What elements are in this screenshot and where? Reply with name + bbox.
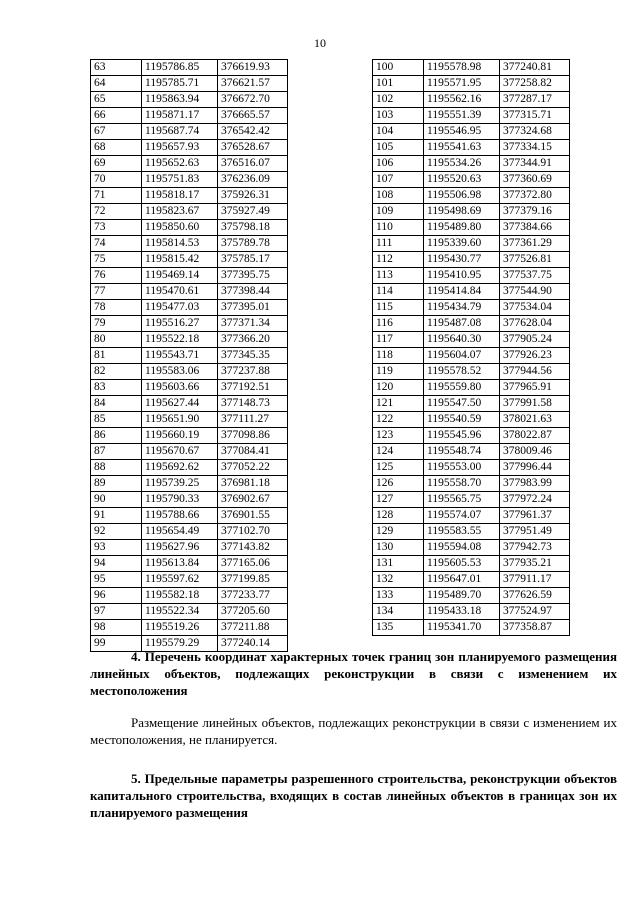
point-number-cell: 122: [373, 412, 424, 428]
point-number-cell: 129: [373, 524, 424, 540]
point-number-cell: 93: [91, 540, 142, 556]
x-coordinate-cell: 1195579.29: [142, 636, 218, 652]
y-coordinate-cell: 377052.22: [218, 460, 288, 476]
table-row: [91, 524, 288, 540]
x-coordinate-cell: 1195871.17: [142, 108, 218, 124]
y-coordinate-cell: 377534.04: [500, 300, 570, 316]
point-number-cell: 103: [373, 108, 424, 124]
y-coordinate-cell: 377315.71: [500, 108, 570, 124]
table-row: [91, 556, 288, 572]
x-coordinate-cell: 1195627.96: [142, 540, 218, 556]
point-number-cell: 97: [91, 604, 142, 620]
point-number-cell: 117: [373, 332, 424, 348]
point-number-cell: 88: [91, 460, 142, 476]
x-coordinate-cell: 1195687.74: [142, 124, 218, 140]
y-coordinate-cell: 377111.27: [218, 412, 288, 428]
y-coordinate-cell: 378009.46: [500, 444, 570, 460]
point-number-cell: 70: [91, 172, 142, 188]
y-coordinate-cell: 377165.06: [218, 556, 288, 572]
x-coordinate-cell: 1195571.95: [424, 76, 500, 92]
x-coordinate-cell: 1195604.07: [424, 348, 500, 364]
y-coordinate-cell: 377199.85: [218, 572, 288, 588]
table-row: [91, 92, 288, 108]
point-number-cell: 75: [91, 252, 142, 268]
point-number-cell: 65: [91, 92, 142, 108]
table-row: [91, 396, 288, 412]
y-coordinate-cell: 375927.49: [218, 204, 288, 220]
table-row: [373, 172, 570, 188]
x-coordinate-cell: 1195534.26: [424, 156, 500, 172]
point-number-cell: 85: [91, 412, 142, 428]
point-number-cell: 78: [91, 300, 142, 316]
x-coordinate-cell: 1195548.74: [424, 444, 500, 460]
x-coordinate-cell: 1195562.16: [424, 92, 500, 108]
table-row: [91, 156, 288, 172]
point-number-cell: 68: [91, 140, 142, 156]
y-coordinate-cell: 377372.80: [500, 188, 570, 204]
y-coordinate-cell: 377398.44: [218, 284, 288, 300]
point-number-cell: 76: [91, 268, 142, 284]
table-row: [91, 380, 288, 396]
point-number-cell: 71: [91, 188, 142, 204]
y-coordinate-cell: 376236.09: [218, 172, 288, 188]
x-coordinate-cell: 1195546.95: [424, 124, 500, 140]
x-coordinate-cell: 1195433.18: [424, 604, 500, 620]
x-coordinate-cell: 1195516.27: [142, 316, 218, 332]
point-number-cell: 92: [91, 524, 142, 540]
table-row: [91, 412, 288, 428]
point-number-cell: 106: [373, 156, 424, 172]
section-4-heading: 4. Перечень координат характерных точек границ зон планируемого размещения линейных объектов, подлежащих реконструкции в связи с изменением их местоположения: [90, 649, 617, 698]
point-number-cell: 67: [91, 124, 142, 140]
point-number-cell: 91: [91, 508, 142, 524]
table-row: [373, 444, 570, 460]
table-row: [91, 108, 288, 124]
point-number-cell: 118: [373, 348, 424, 364]
point-number-cell: 101: [373, 76, 424, 92]
x-coordinate-cell: 1195605.53: [424, 556, 500, 572]
y-coordinate-cell: 377240.81: [500, 60, 570, 76]
y-coordinate-cell: 377911.17: [500, 572, 570, 588]
point-number-cell: 128: [373, 508, 424, 524]
x-coordinate-cell: 1195578.52: [424, 364, 500, 380]
point-number-cell: 120: [373, 380, 424, 396]
point-number-cell: 81: [91, 348, 142, 364]
x-coordinate-cell: 1195647.01: [424, 572, 500, 588]
point-number-cell: 132: [373, 572, 424, 588]
x-coordinate-cell: 1195545.96: [424, 428, 500, 444]
point-number-cell: 102: [373, 92, 424, 108]
point-number-cell: 111: [373, 236, 424, 252]
x-coordinate-cell: 1195522.34: [142, 604, 218, 620]
point-number-cell: 109: [373, 204, 424, 220]
point-number-cell: 134: [373, 604, 424, 620]
point-number-cell: 64: [91, 76, 142, 92]
table-row: [373, 188, 570, 204]
x-coordinate-cell: 1195582.18: [142, 588, 218, 604]
y-coordinate-cell: 377098.86: [218, 428, 288, 444]
x-coordinate-cell: 1195640.30: [424, 332, 500, 348]
coordinates-table-right: [372, 59, 570, 636]
y-coordinate-cell: 377951.49: [500, 524, 570, 540]
table-row: [91, 460, 288, 476]
table-row: [91, 140, 288, 156]
x-coordinate-cell: 1195522.18: [142, 332, 218, 348]
x-coordinate-cell: 1195583.55: [424, 524, 500, 540]
y-coordinate-cell: 376981.18: [218, 476, 288, 492]
y-coordinate-cell: 377983.99: [500, 476, 570, 492]
table-row: [91, 444, 288, 460]
table-row: [91, 172, 288, 188]
x-coordinate-cell: 1195651.90: [142, 412, 218, 428]
point-number-cell: 100: [373, 60, 424, 76]
point-number-cell: 119: [373, 364, 424, 380]
x-coordinate-cell: 1195558.70: [424, 476, 500, 492]
x-coordinate-cell: 1195751.83: [142, 172, 218, 188]
x-coordinate-cell: 1195339.60: [424, 236, 500, 252]
point-number-cell: 130: [373, 540, 424, 556]
y-coordinate-cell: 377358.87: [500, 620, 570, 636]
table-row: [373, 140, 570, 156]
x-coordinate-cell: 1195487.08: [424, 316, 500, 332]
table-row: [91, 188, 288, 204]
x-coordinate-cell: 1195850.60: [142, 220, 218, 236]
x-coordinate-cell: 1195543.71: [142, 348, 218, 364]
point-number-cell: 135: [373, 620, 424, 636]
y-coordinate-cell: 377345.35: [218, 348, 288, 364]
table-row: [373, 460, 570, 476]
point-number-cell: 121: [373, 396, 424, 412]
y-coordinate-cell: 377287.17: [500, 92, 570, 108]
table-row: [91, 204, 288, 220]
table-row: [91, 428, 288, 444]
table-row: [373, 124, 570, 140]
x-coordinate-cell: 1195692.62: [142, 460, 218, 476]
y-coordinate-cell: 375789.78: [218, 236, 288, 252]
table-row: [373, 556, 570, 572]
point-number-cell: 110: [373, 220, 424, 236]
point-number-cell: 89: [91, 476, 142, 492]
point-number-cell: 73: [91, 220, 142, 236]
point-number-cell: 125: [373, 460, 424, 476]
y-coordinate-cell: 377972.24: [500, 492, 570, 508]
section-4-paragraph: Размещение линейных объектов, подлежащих реконструкции в связи с изменением их местоположения, не планируется.: [90, 715, 617, 747]
y-coordinate-cell: 377205.60: [218, 604, 288, 620]
x-coordinate-cell: 1195785.71: [142, 76, 218, 92]
table-row: [91, 60, 288, 76]
table-row: [91, 588, 288, 604]
table-row: [91, 236, 288, 252]
point-number-cell: 80: [91, 332, 142, 348]
x-coordinate-cell: 1195603.66: [142, 380, 218, 396]
y-coordinate-cell: 378022.87: [500, 428, 570, 444]
x-coordinate-cell: 1195565.75: [424, 492, 500, 508]
table-row: [91, 364, 288, 380]
y-coordinate-cell: 376619.93: [218, 60, 288, 76]
table-row: [373, 476, 570, 492]
y-coordinate-cell: 377626.59: [500, 588, 570, 604]
x-coordinate-cell: 1195541.63: [424, 140, 500, 156]
point-number-cell: 77: [91, 284, 142, 300]
y-coordinate-cell: 377324.68: [500, 124, 570, 140]
table-row: [373, 396, 570, 412]
x-coordinate-cell: 1195815.42: [142, 252, 218, 268]
table-row: [373, 252, 570, 268]
point-number-cell: 113: [373, 268, 424, 284]
x-coordinate-cell: 1195469.14: [142, 268, 218, 284]
section-5-heading: 5. Предельные параметры разрешенного строительства, реконструкции объектов капитального строительства, входящих в состав линейных объектов в границах зон их планируемого размещения: [90, 771, 617, 820]
table-row: [373, 156, 570, 172]
x-coordinate-cell: 1195477.03: [142, 300, 218, 316]
y-coordinate-cell: 376528.67: [218, 140, 288, 156]
y-coordinate-cell: 378021.63: [500, 412, 570, 428]
y-coordinate-cell: 377935.21: [500, 556, 570, 572]
table-row: [373, 412, 570, 428]
x-coordinate-cell: 1195430.77: [424, 252, 500, 268]
table-row: [373, 92, 570, 108]
x-coordinate-cell: 1195660.19: [142, 428, 218, 444]
x-coordinate-cell: 1195863.94: [142, 92, 218, 108]
y-coordinate-cell: 377628.04: [500, 316, 570, 332]
x-coordinate-cell: 1195470.61: [142, 284, 218, 300]
y-coordinate-cell: 376516.07: [218, 156, 288, 172]
table-row: [373, 604, 570, 620]
x-coordinate-cell: 1195790.33: [142, 492, 218, 508]
y-coordinate-cell: 376901.55: [218, 508, 288, 524]
point-number-cell: 66: [91, 108, 142, 124]
y-coordinate-cell: 376902.67: [218, 492, 288, 508]
y-coordinate-cell: 377211.88: [218, 620, 288, 636]
x-coordinate-cell: 1195341.70: [424, 620, 500, 636]
point-number-cell: 126: [373, 476, 424, 492]
y-coordinate-cell: 375798.18: [218, 220, 288, 236]
x-coordinate-cell: 1195540.59: [424, 412, 500, 428]
y-coordinate-cell: 377384.66: [500, 220, 570, 236]
x-coordinate-cell: 1195519.26: [142, 620, 218, 636]
point-number-cell: 123: [373, 428, 424, 444]
table-row: [373, 316, 570, 332]
point-number-cell: 99: [91, 636, 142, 652]
point-number-cell: 116: [373, 316, 424, 332]
point-number-cell: 131: [373, 556, 424, 572]
x-coordinate-cell: 1195818.17: [142, 188, 218, 204]
point-number-cell: 72: [91, 204, 142, 220]
table-row: [373, 60, 570, 76]
table-row: [373, 108, 570, 124]
y-coordinate-cell: 377379.16: [500, 204, 570, 220]
table-row: [373, 204, 570, 220]
y-coordinate-cell: 377344.91: [500, 156, 570, 172]
table-row: [373, 572, 570, 588]
y-coordinate-cell: 377084.41: [218, 444, 288, 460]
y-coordinate-cell: 377905.24: [500, 332, 570, 348]
table-row: [91, 620, 288, 636]
y-coordinate-cell: 377361.29: [500, 236, 570, 252]
point-number-cell: 94: [91, 556, 142, 572]
table-row: [373, 300, 570, 316]
y-coordinate-cell: 377965.91: [500, 380, 570, 396]
point-number-cell: 96: [91, 588, 142, 604]
x-coordinate-cell: 1195434.79: [424, 300, 500, 316]
y-coordinate-cell: 377371.34: [218, 316, 288, 332]
x-coordinate-cell: 1195559.80: [424, 380, 500, 396]
x-coordinate-cell: 1195498.69: [424, 204, 500, 220]
x-coordinate-cell: 1195657.93: [142, 140, 218, 156]
x-coordinate-cell: 1195520.63: [424, 172, 500, 188]
y-coordinate-cell: 377996.44: [500, 460, 570, 476]
x-coordinate-cell: 1195414.84: [424, 284, 500, 300]
point-number-cell: 74: [91, 236, 142, 252]
y-coordinate-cell: 377233.77: [218, 588, 288, 604]
table-row: [373, 220, 570, 236]
table-row: [373, 492, 570, 508]
page-number: 10: [314, 36, 326, 50]
table-row: [91, 300, 288, 316]
point-number-cell: 114: [373, 284, 424, 300]
point-number-cell: 82: [91, 364, 142, 380]
table-row: [373, 588, 570, 604]
table-row: [373, 76, 570, 92]
x-coordinate-cell: 1195547.50: [424, 396, 500, 412]
point-number-cell: 86: [91, 428, 142, 444]
table-row: [373, 284, 570, 300]
x-coordinate-cell: 1195627.44: [142, 396, 218, 412]
table-row: [373, 428, 570, 444]
point-number-cell: 84: [91, 396, 142, 412]
table-row: [91, 284, 288, 300]
table-row: [373, 620, 570, 636]
y-coordinate-cell: 377544.90: [500, 284, 570, 300]
x-coordinate-cell: 1195578.98: [424, 60, 500, 76]
point-number-cell: 133: [373, 588, 424, 604]
table-row: [373, 364, 570, 380]
table-row: [91, 572, 288, 588]
x-coordinate-cell: 1195670.67: [142, 444, 218, 460]
table-row: [91, 540, 288, 556]
x-coordinate-cell: 1195597.62: [142, 572, 218, 588]
x-coordinate-cell: 1195506.98: [424, 188, 500, 204]
x-coordinate-cell: 1195786.85: [142, 60, 218, 76]
y-coordinate-cell: 377524.97: [500, 604, 570, 620]
y-coordinate-cell: 377240.14: [218, 636, 288, 652]
table-row: [91, 332, 288, 348]
y-coordinate-cell: 377526.81: [500, 252, 570, 268]
x-coordinate-cell: 1195654.49: [142, 524, 218, 540]
point-number-cell: 69: [91, 156, 142, 172]
y-coordinate-cell: 377143.82: [218, 540, 288, 556]
table-row: [91, 316, 288, 332]
y-coordinate-cell: 377537.75: [500, 268, 570, 284]
table-row: [373, 524, 570, 540]
table-row: [373, 508, 570, 524]
table-row: [91, 76, 288, 92]
y-coordinate-cell: 377192.51: [218, 380, 288, 396]
point-number-cell: 108: [373, 188, 424, 204]
table-row: [373, 236, 570, 252]
y-coordinate-cell: 377991.58: [500, 396, 570, 412]
point-number-cell: 127: [373, 492, 424, 508]
point-number-cell: 87: [91, 444, 142, 460]
y-coordinate-cell: 376672.70: [218, 92, 288, 108]
table-row: [373, 332, 570, 348]
point-number-cell: 104: [373, 124, 424, 140]
y-coordinate-cell: 377148.73: [218, 396, 288, 412]
x-coordinate-cell: 1195553.00: [424, 460, 500, 476]
y-coordinate-cell: 376621.57: [218, 76, 288, 92]
y-coordinate-cell: 377961.37: [500, 508, 570, 524]
point-number-cell: 107: [373, 172, 424, 188]
point-number-cell: 95: [91, 572, 142, 588]
y-coordinate-cell: 375785.17: [218, 252, 288, 268]
point-number-cell: 105: [373, 140, 424, 156]
x-coordinate-cell: 1195739.25: [142, 476, 218, 492]
table-row: [91, 348, 288, 364]
y-coordinate-cell: 377258.82: [500, 76, 570, 92]
y-coordinate-cell: 377366.20: [218, 332, 288, 348]
table-row: [373, 540, 570, 556]
x-coordinate-cell: 1195410.95: [424, 268, 500, 284]
y-coordinate-cell: 377237.88: [218, 364, 288, 380]
point-number-cell: 124: [373, 444, 424, 460]
table-row: [91, 476, 288, 492]
point-number-cell: 63: [91, 60, 142, 76]
x-coordinate-cell: 1195594.08: [424, 540, 500, 556]
y-coordinate-cell: 377395.01: [218, 300, 288, 316]
y-coordinate-cell: 377942.73: [500, 540, 570, 556]
y-coordinate-cell: 375926.31: [218, 188, 288, 204]
x-coordinate-cell: 1195814.53: [142, 236, 218, 252]
point-number-cell: 79: [91, 316, 142, 332]
x-coordinate-cell: 1195583.06: [142, 364, 218, 380]
point-number-cell: 90: [91, 492, 142, 508]
y-coordinate-cell: 377360.69: [500, 172, 570, 188]
y-coordinate-cell: 377334.15: [500, 140, 570, 156]
table-row: [373, 348, 570, 364]
x-coordinate-cell: 1195574.07: [424, 508, 500, 524]
table-row: [91, 220, 288, 236]
table-row: [91, 492, 288, 508]
y-coordinate-cell: 377102.70: [218, 524, 288, 540]
table-row: [91, 268, 288, 284]
table-row: [91, 252, 288, 268]
table-row: [91, 124, 288, 140]
y-coordinate-cell: 377944.56: [500, 364, 570, 380]
point-number-cell: 83: [91, 380, 142, 396]
x-coordinate-cell: 1195613.84: [142, 556, 218, 572]
point-number-cell: 112: [373, 252, 424, 268]
coordinates-table-left: [90, 59, 288, 652]
x-coordinate-cell: 1195823.67: [142, 204, 218, 220]
y-coordinate-cell: 377926.23: [500, 348, 570, 364]
point-number-cell: 115: [373, 300, 424, 316]
point-number-cell: 98: [91, 620, 142, 636]
y-coordinate-cell: 376542.42: [218, 124, 288, 140]
table-row: [373, 268, 570, 284]
x-coordinate-cell: 1195652.63: [142, 156, 218, 172]
table-row: [91, 604, 288, 620]
y-coordinate-cell: 377395.75: [218, 268, 288, 284]
y-coordinate-cell: 376665.57: [218, 108, 288, 124]
x-coordinate-cell: 1195551.39: [424, 108, 500, 124]
x-coordinate-cell: 1195489.80: [424, 220, 500, 236]
x-coordinate-cell: 1195489.70: [424, 588, 500, 604]
x-coordinate-cell: 1195788.66: [142, 508, 218, 524]
table-row: [373, 380, 570, 396]
table-row: [91, 508, 288, 524]
